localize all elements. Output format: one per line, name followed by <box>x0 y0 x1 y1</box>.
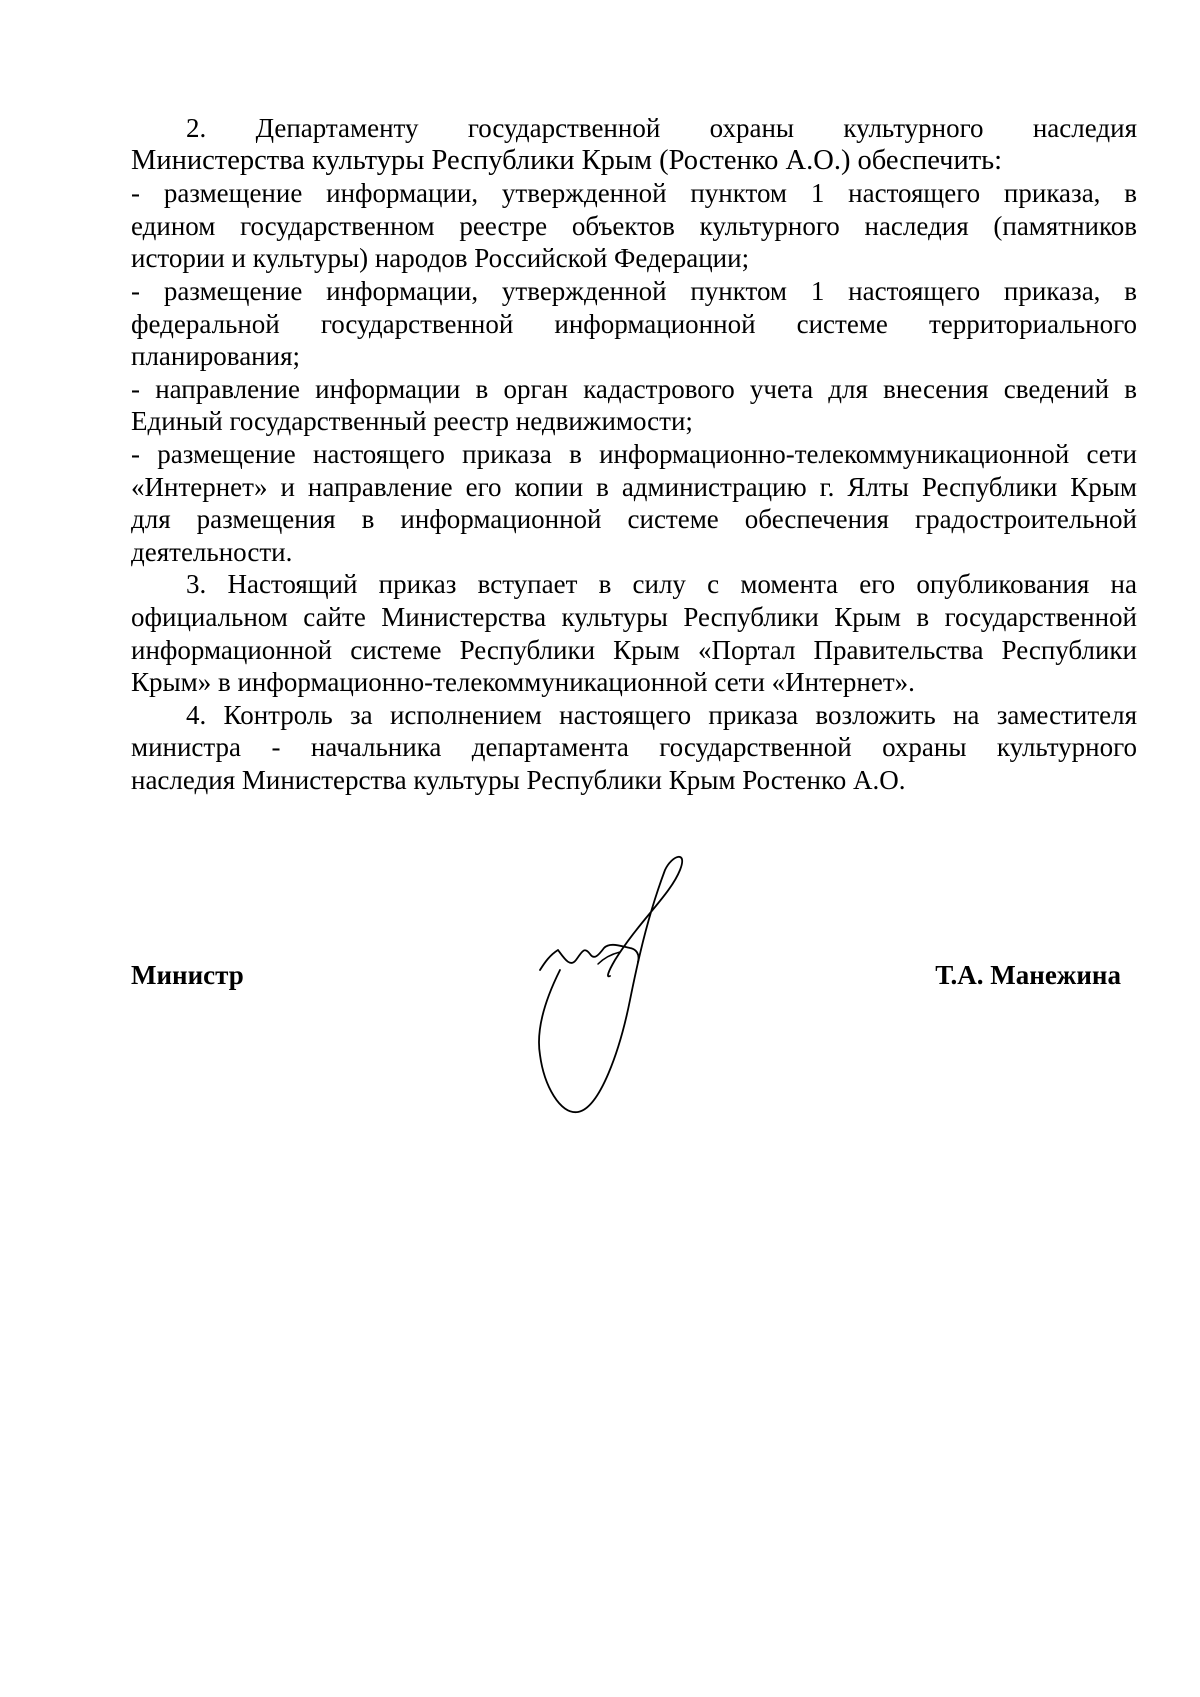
paragraph-2-line-11: - размещение настоящего приказа в информационно-телекоммуникационной сети <box>131 438 1137 469</box>
paragraph-4-line-1: 4. Контроль за исполнением настоящего приказа возложить на заместителя <box>186 699 1137 730</box>
paragraph-3-line-4: Крым» в информационно-телекоммуникационной сети «Интернет». <box>131 667 915 698</box>
paragraph-4-line-3: наследия Министерства культуры Республики Крым Ростенко А.О. <box>131 764 906 795</box>
paragraph-2-line-5: истории и культуры) народов Российской Федерации; <box>131 243 750 274</box>
paragraph-2-line-1: 2. Департаменту государственной охраны культурного наследия <box>186 113 1137 143</box>
paragraph-2-line-6: - размещение информации, утвержденной пунктом 1 настоящего приказа, в <box>131 275 1137 306</box>
document-body <box>131 112 1137 796</box>
signatory-title: Министр <box>131 960 244 990</box>
paragraph-3-line-3: информационной системе Республики Крым «Портал Правительства Республики <box>131 634 1137 665</box>
paragraph-2-line-14: деятельности. <box>131 536 293 567</box>
paragraph-2-line-7: федеральной государственной информационной системе территориального <box>131 308 1137 339</box>
signatory-name: Т.А. Манежина <box>935 960 1121 990</box>
paragraph-2-line-9: - направление информации в орган кадастрового учета для внесения сведений в <box>131 373 1137 404</box>
paragraph-2-line-4: едином государственном реестре объектов культурного наследия (памятников <box>131 210 1137 241</box>
paragraph-2-line-10: Единый государственный реестр недвижимости; <box>131 406 693 437</box>
paragraph-2-line-2: Министерства культуры Республики Крым (Ростенко А.О.) обеспечить: <box>131 144 1003 176</box>
handwritten-signature <box>520 850 740 1120</box>
paragraph-2-line-8: планирования; <box>131 341 301 372</box>
paragraph-3-line-2: официальном сайте Министерства культуры Республики Крым в государственной <box>131 601 1137 632</box>
paragraph-4-line-2: министра - начальника департамента государственной охраны культурного <box>131 732 1137 763</box>
paragraph-2-line-3: - размещение информации, утвержденной пунктом 1 настоящего приказа, в <box>131 178 1137 209</box>
paragraph-2-line-13: для размещения в информационной системе обеспечения градостроительной <box>131 504 1137 535</box>
paragraph-2-line-12: «Интернет» и направление его копии в администрацию г. Ялты Республики Крым <box>131 471 1137 502</box>
paragraph-3-line-1: 3. Настоящий приказ вступает в силу с момента его опубликования на <box>186 569 1137 600</box>
